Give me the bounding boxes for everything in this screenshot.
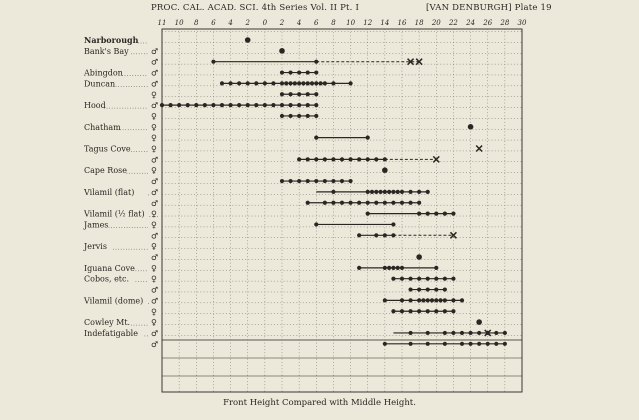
data-point: [417, 298, 421, 302]
data-point: [228, 103, 232, 107]
data-point: [494, 342, 498, 346]
data-point: [271, 103, 275, 107]
data-point: [434, 266, 438, 270]
data-point: [370, 190, 374, 194]
data-point: [306, 114, 310, 118]
data-point: [357, 233, 361, 237]
sex-symbol: ♀: [151, 307, 157, 317]
x-tick-label: 6: [314, 19, 319, 27]
data-point: [400, 309, 404, 313]
data-point: [314, 179, 318, 183]
data-point: [348, 81, 352, 85]
data-point: [366, 201, 370, 205]
plate-header-right: [VAN DENBURGH] Plate 19: [426, 3, 552, 13]
data-point: [366, 212, 370, 216]
data-point: [211, 60, 215, 64]
data-point: [306, 201, 310, 205]
data-point: [443, 287, 447, 291]
data-point: [284, 81, 288, 85]
x-tick-label: 8: [331, 19, 336, 27]
sex-symbol: ♂: [151, 296, 159, 306]
data-point: [421, 298, 425, 302]
data-point: [357, 201, 361, 205]
data-point: [177, 103, 181, 107]
data-point: [374, 233, 378, 237]
data-point: [186, 103, 190, 107]
data-point: [451, 309, 455, 313]
sex-symbol: ♂: [151, 57, 159, 67]
data-point: [306, 70, 310, 74]
data-point: [383, 342, 387, 346]
data-point: [331, 179, 335, 183]
row-label: Duncan: [84, 79, 116, 89]
data-point: [220, 103, 224, 107]
data-point: [323, 201, 327, 205]
sex-symbol: ♂: [151, 339, 159, 349]
data-point: [468, 124, 474, 130]
data-point: [331, 81, 335, 85]
x-tick-label: 10: [174, 19, 184, 27]
x-tick-label: 0: [262, 19, 268, 27]
sex-symbol: ♀: [151, 122, 157, 132]
data-point: [314, 60, 318, 64]
data-point: [383, 266, 387, 270]
data-point: [426, 331, 430, 335]
sex-symbol: ♂: [151, 231, 159, 241]
data-point: [314, 136, 318, 140]
data-point: [434, 212, 438, 216]
data-point: [314, 114, 318, 118]
data-point: [396, 266, 400, 270]
sex-symbol: ♂: [151, 177, 159, 187]
sex-symbol: ♀: [151, 133, 157, 143]
data-point: [426, 287, 430, 291]
data-point: [408, 309, 412, 313]
sex-symbol: ♂: [151, 68, 159, 78]
row-label: Iguana Cove: [84, 263, 135, 273]
x-tick-label: 12: [363, 19, 373, 27]
data-point: [400, 190, 404, 194]
x-tick-label: 24: [466, 19, 476, 27]
data-point: [194, 103, 198, 107]
data-point: [306, 103, 310, 107]
data-point: [476, 319, 482, 325]
data-point: [417, 201, 421, 205]
data-point: [438, 298, 442, 302]
sex-symbol: ♀: [151, 111, 157, 121]
x-tick-label: 8: [194, 19, 199, 27]
data-point: [383, 233, 387, 237]
data-point: [416, 254, 422, 260]
data-point: [331, 190, 335, 194]
data-point: [400, 277, 404, 281]
data-point: [417, 212, 421, 216]
data-point: [374, 190, 378, 194]
data-point: [383, 201, 387, 205]
data-point: [271, 81, 275, 85]
data-point: [293, 81, 297, 85]
sex-symbol: ♀: [151, 220, 157, 230]
x-tick-label: 20: [431, 19, 441, 27]
data-point: [503, 342, 507, 346]
sex-symbol: ♂: [151, 285, 159, 295]
row-label: Cape Rose: [84, 166, 127, 176]
data-point: [228, 81, 232, 85]
data-point: [400, 298, 404, 302]
sex-symbol: ♂: [151, 46, 159, 56]
data-point: [434, 287, 438, 291]
data-point: [426, 212, 430, 216]
data-point: [280, 114, 284, 118]
data-point: [400, 266, 404, 270]
data-point: [417, 309, 421, 313]
data-point: [237, 81, 241, 85]
plate-header-left: PROC. CAL. ACAD. SCI. 4th Series Vol. II Pt. I: [151, 3, 360, 13]
x-tick-label: 18: [414, 19, 424, 27]
sex-symbol: ♂: [151, 253, 159, 262]
data-point: [280, 81, 284, 85]
data-point: [254, 103, 258, 107]
data-point: [378, 190, 382, 194]
data-point: [220, 81, 224, 85]
sex-symbol: ♀: [151, 274, 157, 284]
data-point: [477, 342, 481, 346]
data-point: [331, 157, 335, 161]
sex-symbol: ♀: [151, 263, 157, 273]
data-point: [288, 70, 292, 74]
x-tick-label: 10: [346, 19, 356, 27]
sex-symbol: ♂: [151, 79, 159, 89]
data-point: [426, 309, 430, 313]
data-point: [503, 331, 507, 335]
data-point: [434, 277, 438, 281]
data-point: [383, 190, 387, 194]
data-point: [310, 81, 314, 85]
sex-symbol: ♀: [151, 166, 157, 176]
data-point: [383, 157, 387, 161]
data-point: [263, 81, 267, 85]
row-label: Cobos, etc.: [84, 274, 130, 284]
data-point: [168, 103, 172, 107]
data-point: [477, 331, 481, 335]
data-point: [468, 331, 472, 335]
data-point: [383, 298, 387, 302]
data-point: [443, 342, 447, 346]
data-point: [297, 81, 301, 85]
row-label: James: [84, 220, 109, 230]
data-point: [426, 190, 430, 194]
data-point: [331, 201, 335, 205]
data-point: [391, 266, 395, 270]
sex-symbol: ♂: [151, 187, 159, 197]
data-point: [314, 92, 318, 96]
row-label: Vilamil (flat): [84, 187, 135, 197]
data-point: [391, 233, 395, 237]
data-point: [434, 298, 438, 302]
data-point: [408, 298, 412, 302]
data-point: [314, 157, 318, 161]
data-point: [297, 70, 301, 74]
sex-symbol: ♂: [151, 155, 159, 165]
sex-symbol: ♀: [151, 209, 157, 219]
sex-symbol: ♂: [151, 198, 159, 208]
data-point: [288, 92, 292, 96]
data-point: [280, 179, 284, 183]
x-tick-label: 6: [211, 19, 216, 27]
data-point: [306, 179, 310, 183]
data-point: [391, 222, 395, 226]
row-label: Narborough: [84, 35, 139, 45]
sex-symbol: ♀: [151, 90, 157, 100]
data-point: [374, 157, 378, 161]
data-point: [357, 266, 361, 270]
data-point: [443, 212, 447, 216]
x-tick-label: 26: [483, 19, 493, 27]
data-marks: [160, 37, 507, 346]
data-point: [280, 70, 284, 74]
data-point: [306, 157, 310, 161]
data-point: [451, 277, 455, 281]
x-tick-label: 14: [380, 19, 390, 27]
data-point: [323, 157, 327, 161]
data-point: [486, 342, 490, 346]
data-point: [288, 103, 292, 107]
data-point: [297, 179, 301, 183]
data-point: [494, 331, 498, 335]
data-point: [323, 179, 327, 183]
data-point: [280, 103, 284, 107]
data-point: [408, 331, 412, 335]
data-point: [396, 190, 400, 194]
data-point: [279, 48, 285, 54]
x-tick-label: 16: [397, 19, 407, 27]
data-point: [426, 277, 430, 281]
data-point: [451, 331, 455, 335]
data-point: [245, 37, 251, 43]
data-point: [408, 190, 412, 194]
data-point: [366, 136, 370, 140]
data-point: [366, 190, 370, 194]
x-marker: [476, 146, 482, 152]
data-point: [297, 103, 301, 107]
data-point: [318, 81, 322, 85]
data-point: [348, 201, 352, 205]
row-label: Abingdon: [84, 68, 123, 78]
chart-caption: Front Height Compared with Middle Height.: [223, 398, 416, 408]
data-point: [387, 190, 391, 194]
x-axis-ticks: [158, 19, 527, 27]
data-point: [443, 277, 447, 281]
row-label: Hood: [84, 101, 106, 111]
sex-symbol: ♀: [151, 318, 157, 328]
row-label: Cowley Mt.: [84, 318, 131, 328]
x-tick-label: 11: [157, 19, 167, 27]
data-point: [314, 103, 318, 107]
data-point: [417, 190, 421, 194]
data-point: [254, 81, 258, 85]
sex-symbol: ♀: [151, 144, 157, 154]
data-point: [408, 342, 412, 346]
data-point: [297, 157, 301, 161]
data-point: [306, 81, 310, 85]
row-label: Tagus Cove: [84, 144, 131, 154]
row-label: Chatham: [84, 122, 121, 132]
data-point: [314, 70, 318, 74]
data-point: [400, 201, 404, 205]
x-tick-label: 2: [279, 19, 285, 27]
data-point: [357, 157, 361, 161]
data-point: [314, 222, 318, 226]
data-point: [391, 201, 395, 205]
x-tick-label: 28: [500, 19, 510, 27]
data-point: [426, 342, 430, 346]
data-point: [391, 277, 395, 281]
data-point: [417, 277, 421, 281]
data-point: [426, 298, 430, 302]
data-point: [297, 114, 301, 118]
sex-symbol: ♂: [151, 101, 159, 111]
row-label: Jervis: [84, 242, 107, 252]
data-point: [468, 342, 472, 346]
data-point: [408, 287, 412, 291]
x-tick-label: 2: [245, 19, 250, 27]
sex-symbol: ♂: [151, 328, 159, 338]
data-point: [323, 81, 327, 85]
data-point: [203, 103, 207, 107]
row-label: Vilamil (½ flat): [84, 209, 145, 219]
data-point: [246, 103, 250, 107]
data-point: [387, 266, 391, 270]
data-point: [340, 157, 344, 161]
data-point: [408, 277, 412, 281]
data-point: [451, 212, 455, 216]
data-point: [374, 201, 378, 205]
data-point: [417, 287, 421, 291]
data-point: [443, 298, 447, 302]
data-point: [366, 157, 370, 161]
data-point: [443, 331, 447, 335]
data-point: [408, 201, 412, 205]
data-point: [460, 298, 464, 302]
data-point: [314, 81, 318, 85]
data-point: [246, 81, 250, 85]
x-tick-label: 4: [296, 19, 302, 27]
data-point: [391, 190, 395, 194]
row-label: Indefatigable: [84, 328, 138, 338]
data-point: [348, 157, 352, 161]
row-label: Vilamil (dome): [84, 296, 144, 306]
data-point: [340, 201, 344, 205]
data-point: [288, 114, 292, 118]
data-point: [460, 342, 464, 346]
sex-symbol: ♀: [151, 242, 157, 252]
x-tick-label: 22: [448, 19, 458, 27]
data-point: [306, 92, 310, 96]
x-tick-label: 4: [228, 19, 233, 27]
data-point: [237, 103, 241, 107]
data-point: [340, 179, 344, 183]
data-point: [382, 167, 388, 173]
data-point: [280, 92, 284, 96]
data-point: [391, 309, 395, 313]
data-point: [460, 331, 464, 335]
data-point: [348, 179, 352, 183]
data-point: [263, 103, 267, 107]
data-point: [443, 309, 447, 313]
data-point: [430, 298, 434, 302]
data-point: [451, 298, 455, 302]
row-label: Bank's Bay: [84, 46, 129, 56]
data-point: [434, 309, 438, 313]
data-point: [211, 103, 215, 107]
row-labels: [83, 35, 158, 349]
data-point: [288, 179, 292, 183]
data-point: [160, 103, 164, 107]
data-point: [297, 92, 301, 96]
x-tick-label: 30: [517, 19, 527, 27]
data-point: [301, 81, 305, 85]
data-point: [288, 81, 292, 85]
